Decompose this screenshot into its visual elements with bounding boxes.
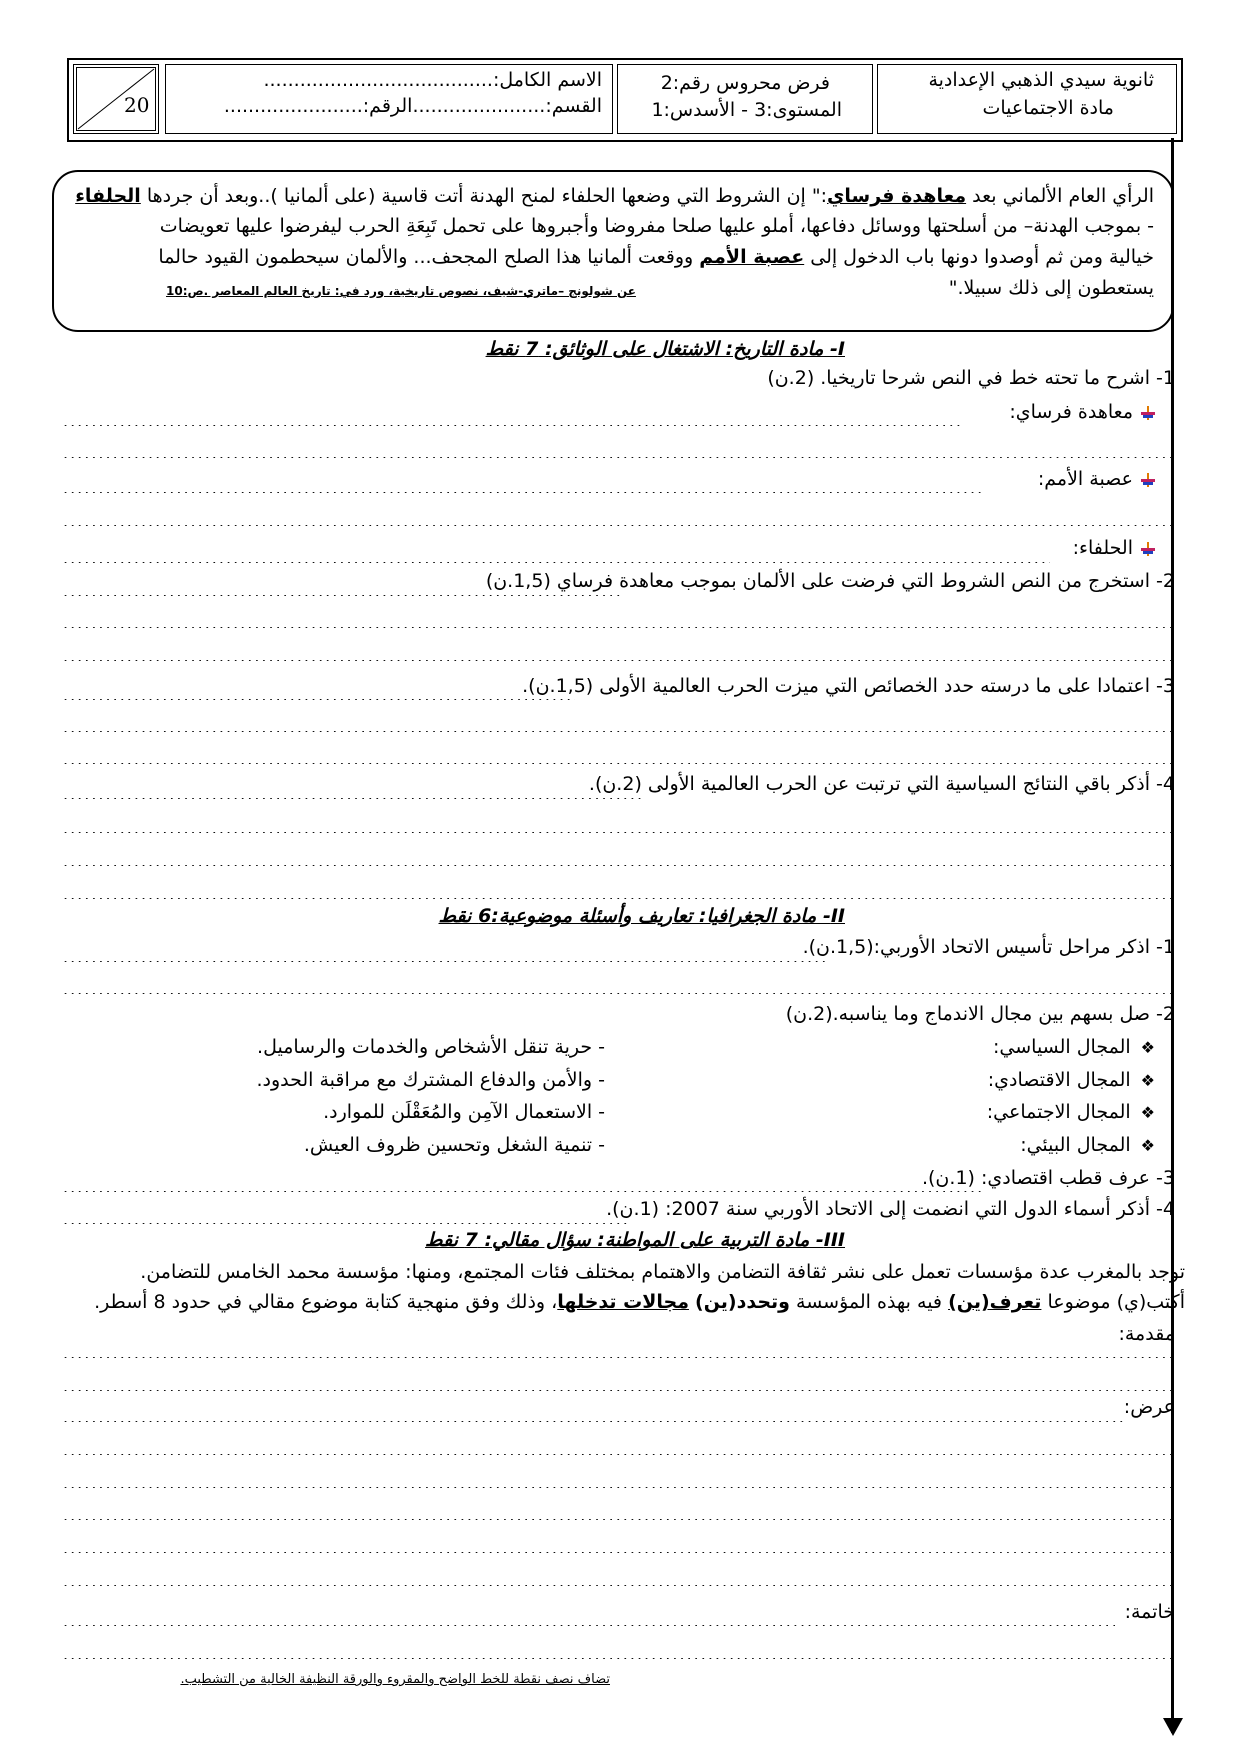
pointer-bullet-icon	[1141, 406, 1155, 420]
geography-q2: 2- صل بسهم بين مجال الاندماج وما يناسبه.(2.ن)	[785, 1003, 1175, 1025]
geography-q3: 3- عرف قطب اقتصادي: (1.ن).	[921, 1167, 1175, 1189]
header-table	[67, 58, 1183, 142]
arrow-down-icon	[1163, 1718, 1183, 1736]
answer-line[interactable]	[63, 718, 1176, 732]
answer-line[interactable]	[63, 852, 1176, 866]
answer-line[interactable]	[63, 512, 1176, 526]
answer-line[interactable]	[63, 412, 963, 426]
answer-line[interactable]	[63, 1506, 1176, 1520]
pointer-bullet-icon	[1141, 542, 1155, 556]
term-league-label: عصبة الأمم:	[1038, 465, 1155, 493]
pointer-bullet-icon	[1141, 473, 1155, 487]
intro-label: مقدمة:	[1118, 1323, 1175, 1345]
answer-line[interactable]	[63, 1377, 1176, 1391]
answer-line[interactable]	[63, 1178, 983, 1192]
term-allies-label: الحلفاء:	[1073, 534, 1155, 562]
diamond-bullet-icon: ❖	[1140, 1071, 1155, 1090]
diamond-bullet-icon: ❖	[1140, 1038, 1155, 1057]
footer-note: تضاف نصف نقطة للخط الواضح والمقروء والورقة النظيفة الخالية من التشطيب.	[180, 1672, 610, 1687]
geography-q4: 4- أذكر أسماء الدول التي انضمت إلى الاتحاد الأوربي سنة 2007: (1.ن).	[606, 1198, 1175, 1220]
diamond-bullet-icon: ❖	[1140, 1103, 1155, 1122]
answer-line[interactable]	[63, 885, 1176, 899]
option-item[interactable]: - والأمن والدفاع المشترك مع مراقبة الحدود.	[256, 1069, 605, 1091]
subject-name: مادة الاجتماعيات	[982, 97, 1114, 119]
answer-line[interactable]	[63, 614, 1176, 628]
history-q2: 2- استخرج من النص الشروط التي فرضت على الألمان بموجب معاهدة فرساي (1,5.ن)	[485, 570, 1175, 592]
answer-line[interactable]	[63, 1210, 630, 1224]
class-number-field[interactable]: القسم:......................الرقم:.......................	[223, 95, 602, 117]
answer-line[interactable]	[63, 582, 620, 596]
civics-section-title: III- مادة التربية على المواطنة: سؤال مقالي: 7 نقط	[425, 1229, 845, 1251]
score-total: 20	[124, 93, 150, 117]
answer-line[interactable]	[63, 1539, 1176, 1553]
history-q4: 4- أذكر باقي النتائج السياسية التي ترتبت عن الحرب العالمية الأولى (2.ن).	[588, 773, 1175, 795]
answer-line[interactable]	[63, 1344, 1176, 1358]
text-line-1: الرأي العام الألماني بعد معاهدة فرساي:" إن الشروط التي وضعها الحلفاء لمنح الهدنة أتت قاسية (على ألمانيا )..وبعد أن جردها الحلفاء	[75, 185, 1154, 207]
answer-line[interactable]	[63, 444, 1176, 458]
text-source: عن شولونج –ماتري-شيف، نصوص تاريخية، ورد في: تاريخ العالم المعاصر .ص:10	[166, 284, 636, 298]
diamond-bullet-icon: ❖	[1140, 1136, 1155, 1155]
history-q3: 3- اعتمادا على ما درسته حدد الخصائص التي ميزت الحرب العالمية الأولى (1,5.ن).	[522, 675, 1175, 697]
answer-line[interactable]	[63, 1612, 1115, 1626]
answer-line[interactable]	[63, 1645, 1176, 1659]
answer-line[interactable]	[63, 1408, 1125, 1422]
text-line-2: - بموجب الهدنة– من أسلحتها ووسائل دفاعها، أملو عليها صلحا مفروضا وأجبروها على تحمل تَبِعَةِ الحرب ليفرضوا عليها تعويضات	[159, 215, 1154, 237]
underlined-term-versailles: معاهدة فرساي	[827, 185, 967, 207]
answer-line[interactable]	[63, 549, 1050, 563]
student-info-cell	[165, 64, 613, 134]
name-field[interactable]: الاسم الكامل:......................................	[263, 69, 602, 91]
field-social: ❖المجال الاجتماعي:	[987, 1098, 1155, 1127]
option-item[interactable]: - تنمية الشغل وتحسين ظروف العيش.	[303, 1134, 605, 1156]
conclusion-label: خاتمة:	[1124, 1601, 1175, 1623]
answer-line[interactable]	[63, 948, 825, 962]
field-environmental: ❖المجال البيئي:	[1020, 1131, 1155, 1160]
answer-line[interactable]	[63, 1441, 1176, 1455]
option-item[interactable]: - حرية تنقل الأشخاص والخدمات والرساميل.	[257, 1036, 605, 1058]
field-political: ❖المجال السياسي:	[993, 1033, 1155, 1062]
exam-cell	[617, 64, 873, 134]
underlined-term-allies: الحلفاء	[75, 185, 141, 207]
school-cell	[877, 64, 1177, 134]
field-economic: ❖المجال الاقتصادي:	[988, 1066, 1155, 1095]
answer-line[interactable]	[63, 785, 645, 799]
option-item[interactable]: - الاستعمال الآمِن والمُعَقْلَن للموارد.	[323, 1101, 605, 1123]
answer-line[interactable]	[63, 647, 1176, 661]
exam-level: المستوى:3 - الأسدس:1	[651, 99, 842, 121]
answer-line[interactable]	[63, 686, 575, 700]
score-cell	[73, 64, 159, 134]
civics-intro: توجد بالمغرب عدة مؤسسات تعمل على نشر ثقافة التضامن والاهتمام بمختلف فئات المجتمع، ومنها: مؤسسة محمد الخامس للتضامن.	[140, 1261, 1185, 1283]
exam-title: فرض محروس رقم:2	[660, 72, 830, 94]
answer-line[interactable]	[63, 750, 1176, 764]
history-q1: 1- اشرح ما تحته خط في النص شرحا تاريخيا. (2.ن)	[767, 367, 1175, 389]
school-name: ثانوية سيدي الذهبي الإعدادية	[928, 69, 1154, 91]
underlined-term-league: عصبة الأمم	[699, 246, 805, 268]
text-line-3: خيالية ومن ثم أوصدوا دونها باب الدخول إلى عصبة الأمم ووقعت ألمانيا هذا الصلح المجحف... والألمان سيحطمون القيود حالما	[158, 246, 1154, 268]
answer-line[interactable]	[63, 479, 983, 493]
answer-line[interactable]	[63, 980, 1176, 994]
term-versailles-label: معاهدة فرساي:	[1009, 398, 1155, 426]
body-label: عرض:	[1123, 1396, 1175, 1418]
text-line-4: يستعطون إلى ذلك سبيلا."	[948, 277, 1154, 299]
answer-line[interactable]	[63, 1474, 1176, 1488]
history-section-title: I- مادة التاريخ: الاشتغال على الوثائق: 7 نقط	[485, 338, 845, 360]
geography-q1: 1- اذكر مراحل تأسيس الاتحاد الأوربي:(1,5.ن).	[802, 936, 1175, 958]
answer-line[interactable]	[63, 1572, 1176, 1586]
answer-line[interactable]	[63, 819, 1176, 833]
civics-task: أكتب(ي) موضوعا تعرف(ين) فيه بهذه المؤسسة وتحدد(ين) مجالات تدخلها، وذلك وفق منهجية كتابة موضوع مقالي في حدود 8 أسطر.	[94, 1291, 1185, 1313]
geography-section-title: II- مادة الجغرافيا: تعاريف وأسئلة موضوعية:6 نقط	[438, 905, 845, 927]
document-text-box	[52, 170, 1174, 332]
